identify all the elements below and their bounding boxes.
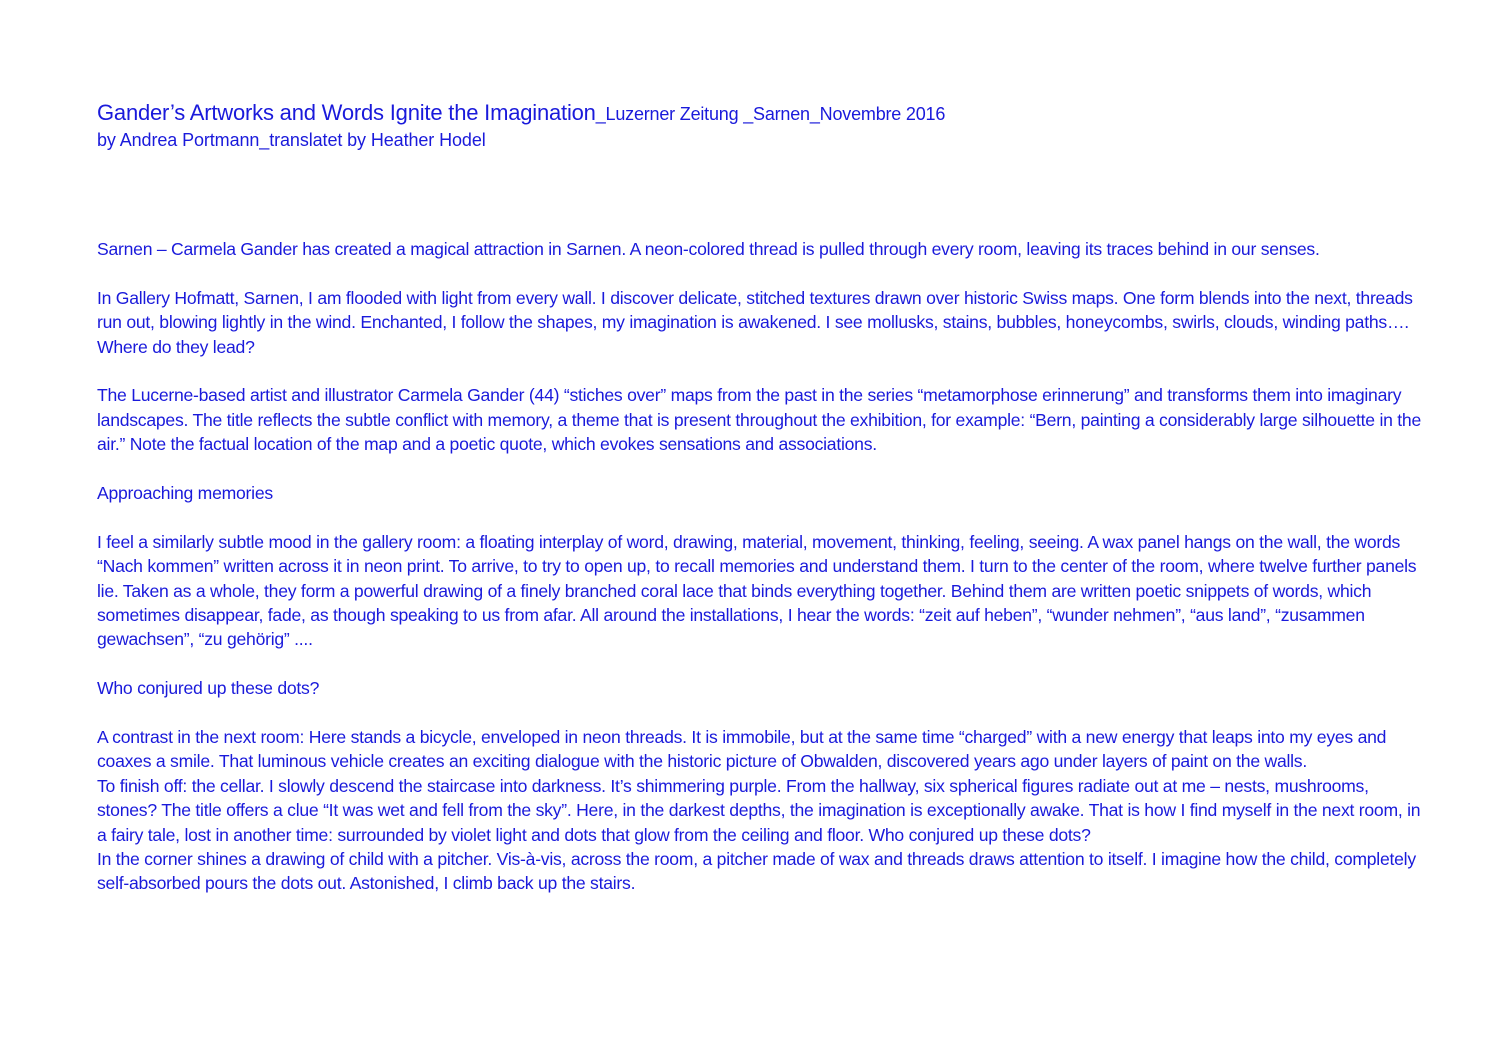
paragraph-spacer: [97, 701, 1432, 725]
paragraph-artist: The Lucerne-based artist and illustrator Carmela Gander (44) “stiches over” maps from the past in the series “metamorphose erinnerung” and transforms them into imaginary landscapes. The title reflects the subtle conflict with memory, a theme that is present throughout the exhibition, for example: “Bern, painting a considerably large silhouette in the air.” Note the factual location of the map and a poetic quote, which evokes sensations and associations.: [97, 385, 1421, 455]
subheading-conjured-dots: Who conjured up these dots?: [97, 678, 320, 699]
paragraph-bicycle: A contrast in the next room: Here stands a bicycle, enveloped in neon threads. It is immobile, but at the same time “charged” with a new energy that leaps into my eyes and coaxes a smile. That luminous vehicle creates an exciting dialogue with the historic picture of Obwalden, discovered years ago under layers of paint on the walls.: [97, 727, 1387, 772]
document-page: [97, 98, 1432, 896]
title-line: [97, 98, 1432, 129]
article-byline: by Andrea Portmann_translatet by Heather Hodel: [97, 130, 486, 150]
paragraph-cellar: To finish off: the cellar. I slowly descend the staircase into darkness. It’s shimmering purple. From the hallway, six spherical figures radiate out at me – nests, mushrooms, stones? The title offers a clue “It was wet and fell from the sky”. Here, in the darkest depths, the imagination is exceptionally awake. That is how I find myself in the next room, in a fairy tale, lost in another time: surrounded by violet light and dots that glow from the ceiling and floor. Who conjured up these dots?: [97, 775, 1421, 845]
paragraph-intro: Sarnen – Carmela Gander has created a magical attraction in Sarnen. A neon-colored thread is pulled through every room, leaving its traces behind in our senses.: [97, 239, 1320, 259]
paragraph-spacer: [97, 457, 1432, 481]
paragraph-pitcher: In the corner shines a drawing of child with a pitcher. Vis-à-vis, across the room, a pitcher made of wax and threads draws attention to itself. I imagine how the child, completely self-absorbed pours the dots out. Astonished, I climb back up the stairs.: [97, 849, 1416, 894]
article-source: _Luzerner Zeitung _Sarnen_Novembre 2016: [595, 104, 946, 124]
paragraph-spacer: [97, 652, 1432, 676]
article-body: [97, 237, 1432, 896]
article-header: [97, 98, 1432, 151]
paragraph-gallery-room: I feel a similarly subtle mood in the gallery room: a floating interplay of word, drawing, material, movement, thinking, feeling, seeing. A wax panel hangs on the wall, the words “Nach kommen” written across it in neon print. To arrive, to try to open up, to recall memories and understand them. I turn to the center of the room, where twelve further panels lie. Taken as a whole, they form a powerful drawing of a finely branched coral lace that binds everything together. Behind them are written poetic snippets of words, which sometimes disappear, fade, as though speaking to us from afar. All around the installations, I hear the words: “zeit auf heben”, “wunder nehmen”, “aus land”, “zusammen gewachsen”, “zu gehörig” ....: [97, 531, 1417, 650]
paragraph-spacer: [97, 261, 1432, 285]
subheading-approaching-memories: Approaching memories: [97, 483, 273, 504]
article-title: Gander’s Artworks and Words Ignite the Imagination: [97, 100, 596, 125]
paragraph-gallery: In Gallery Hofmatt, Sarnen, I am flooded with light from every wall. I discover delicate, stitched textures drawn over historic Swiss maps. One form blends into the next, threads run out, blowing lightly in the wind. Enchanted, I follow the shapes, my imagination is awakened. I see mollusks, stains, bubbles, honeycombs, swirls, clouds, winding paths…. Where do they lead?: [97, 287, 1413, 357]
paragraph-spacer: [97, 505, 1432, 529]
paragraph-spacer: [97, 359, 1432, 383]
